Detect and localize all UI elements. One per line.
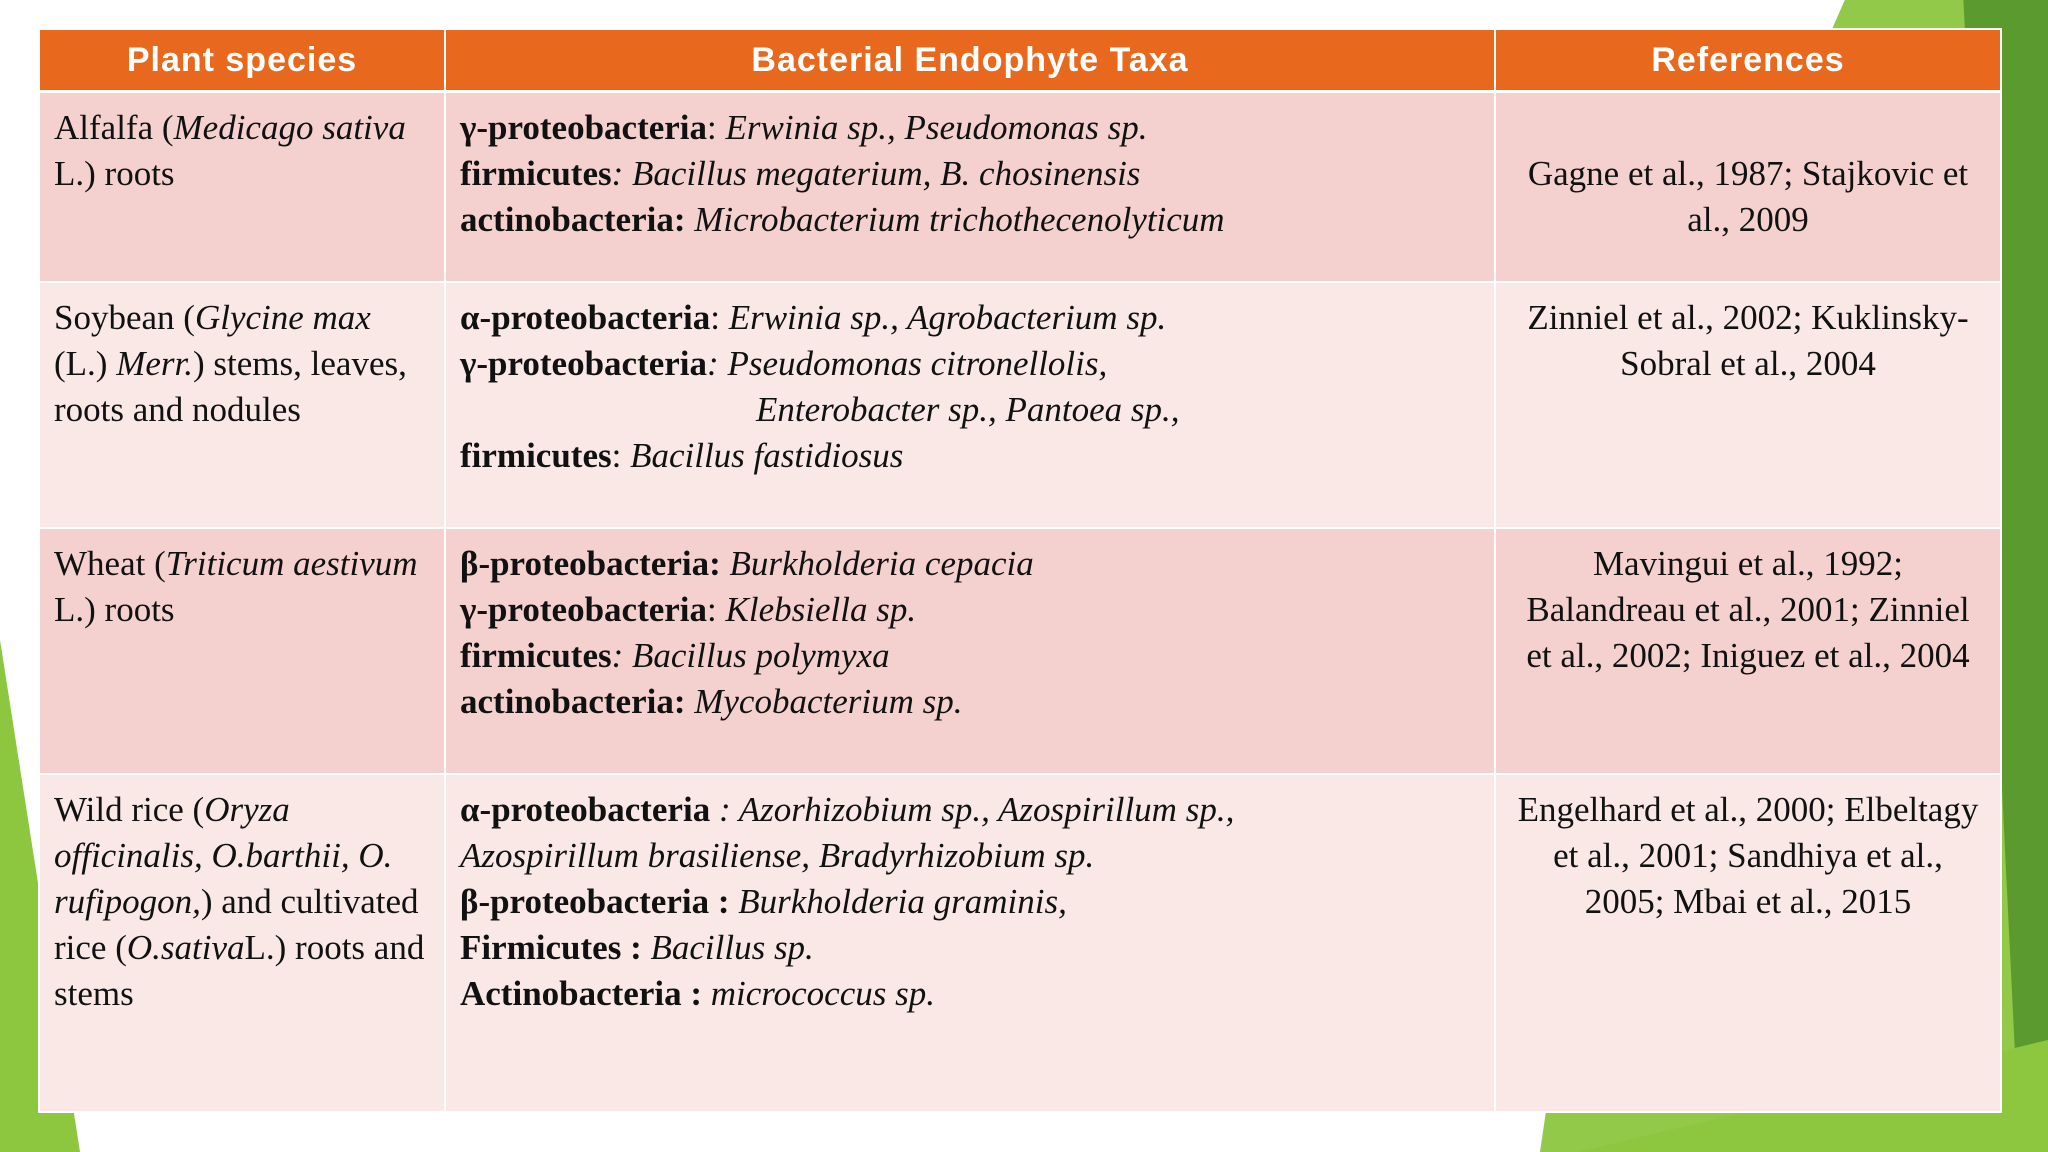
taxa-line (460, 295, 1480, 341)
italic-text: Burkholderia graminis, (738, 881, 1067, 921)
taxa-line (460, 387, 1480, 433)
taxa-line (460, 971, 1480, 1017)
taxa-line (460, 197, 1480, 243)
italic-text: Erwinia sp., Agrobacterium sp. (728, 297, 1167, 337)
taxa-line (460, 151, 1480, 197)
taxon-group-label: γ-proteobacteria (460, 108, 708, 147)
taxa-line (460, 587, 1480, 633)
italic-text: Glycine max (194, 297, 371, 337)
plant-cell (39, 282, 445, 528)
taxa-line (460, 833, 1480, 879)
taxon-group-label: Actinobacteria : (460, 973, 703, 1013)
text-run (685, 682, 694, 721)
text-run (685, 200, 694, 239)
taxa-line (460, 541, 1480, 587)
taxon-group-label: β-proteobacteria: (460, 543, 721, 583)
text-run: : (611, 435, 631, 475)
italic-text: micrococcus sp. (710, 973, 935, 1013)
italic-text: Merr. (116, 343, 194, 383)
header-plant-species: Plant species (39, 29, 445, 92)
references-cell: Engelhard et al., 2000; Elbeltagy et al., 2001; Sandhiya et al., 2005; Mbai et al., 2015 (1495, 774, 2001, 1112)
text-run (730, 882, 739, 921)
taxon-group-label: actinobacteria: (460, 681, 686, 721)
taxon-group-label: firmicutes (460, 154, 612, 193)
italic-text: Enterobacter sp., Pantoea sp., (756, 389, 1180, 429)
taxa-cell (445, 774, 1495, 1112)
italic-text: Bacillus fastidiosus (630, 435, 904, 475)
italic-text: : Bacillus polymyxa (611, 635, 890, 675)
italic-text: Microbacterium trichothecenolyticum (694, 200, 1225, 239)
text-run: L.) roots (54, 589, 175, 629)
taxon-group-label: firmicutes (460, 435, 612, 475)
taxa-line (460, 341, 1480, 387)
text-run: : (707, 589, 726, 629)
taxon-group-label: α-proteobacteria (460, 789, 711, 829)
italic-text: Burkholderia cepacia (729, 543, 1034, 583)
taxon-group-label: γ-proteobacteria (460, 589, 708, 629)
taxa-cell (445, 282, 1495, 528)
table-header-row (39, 29, 2001, 92)
text-run: : (707, 108, 726, 147)
text-run: Wild rice ( (54, 789, 205, 829)
references-cell: Mavingui et al., 1992; Balandreau et al., 2001; Zinniel et al., 2002; Iniguez et al., 2004 (1495, 528, 2001, 774)
taxa-line (460, 925, 1480, 971)
taxa-line (460, 633, 1480, 679)
italic-text: : Azorhizobium sp., Azospirillum sp., (710, 789, 1235, 829)
text-run (702, 974, 711, 1013)
references-cell: Zinniel et al., 2002; Kuklinsky-Sobral et al., 2004 (1495, 282, 2001, 528)
italic-text: : Pseudomonas citronellolis, (707, 343, 1108, 383)
italic-text: O.sativa (126, 927, 245, 967)
taxa-cell (445, 92, 1495, 282)
plant-cell (39, 92, 445, 282)
text-run: Soybean ( (54, 297, 195, 337)
taxa-line (460, 679, 1480, 725)
endophyte-table (38, 28, 2002, 1113)
text-run: Wheat ( (54, 543, 166, 583)
references-cell: Gagne et al., 1987; Stajkovic et al., 2009 (1495, 92, 2001, 282)
plant-cell (39, 774, 445, 1112)
header-bacterial-taxa: Bacterial Endophyte Taxa (445, 29, 1495, 92)
text-run (721, 544, 730, 583)
taxa-line (460, 879, 1480, 925)
plant-cell (39, 528, 445, 774)
text-run: : (710, 297, 729, 337)
italic-text: Mycobacterium sp. (694, 681, 963, 721)
italic-text: : Bacillus megaterium, B. chosinensis (611, 154, 1141, 193)
text-run: Alfalfa ( (54, 108, 174, 147)
table-row (39, 92, 2001, 282)
taxon-group-label: β-proteobacteria : (460, 881, 730, 921)
text-run: L.) roots (54, 154, 175, 193)
taxon-group-label: γ-proteobacteria (460, 343, 708, 383)
text-run: ) stems, leaves, roots and nodules (54, 343, 407, 429)
taxa-cell (445, 528, 1495, 774)
italic-text: Medicago sativa (173, 108, 406, 147)
text-run: (L.) (54, 343, 117, 383)
taxon-group-label: Firmicutes : (460, 927, 642, 967)
table-row (39, 528, 2001, 774)
italic-text: Erwinia sp., Pseudomonas sp. (725, 108, 1148, 147)
taxon-group-label: firmicutes (460, 635, 612, 675)
taxa-line (460, 105, 1480, 151)
table-row (39, 282, 2001, 528)
table-row (39, 774, 2001, 1112)
taxon-group-label: actinobacteria: (460, 200, 686, 239)
italic-text: Oryza officinalis, O.barthii, O. rufipogon, (54, 789, 393, 921)
text-run: ) and cultivated rice ( (54, 881, 419, 967)
taxa-line (460, 433, 1480, 479)
italic-text: Klebsiella sp. (725, 589, 917, 629)
endophyte-table-container (38, 28, 2002, 1113)
taxa-line (460, 787, 1480, 833)
italic-text: Triticum aestivum (165, 543, 418, 583)
header-references: References (1495, 29, 2001, 92)
italic-text: Bacillus sp. (650, 927, 814, 967)
taxon-group-label: α-proteobacteria (460, 297, 711, 337)
italic-text: Azospirillum brasiliense, Bradyrhizobium sp. (460, 835, 1095, 875)
text-run: L.) roots and stems (54, 927, 425, 1013)
